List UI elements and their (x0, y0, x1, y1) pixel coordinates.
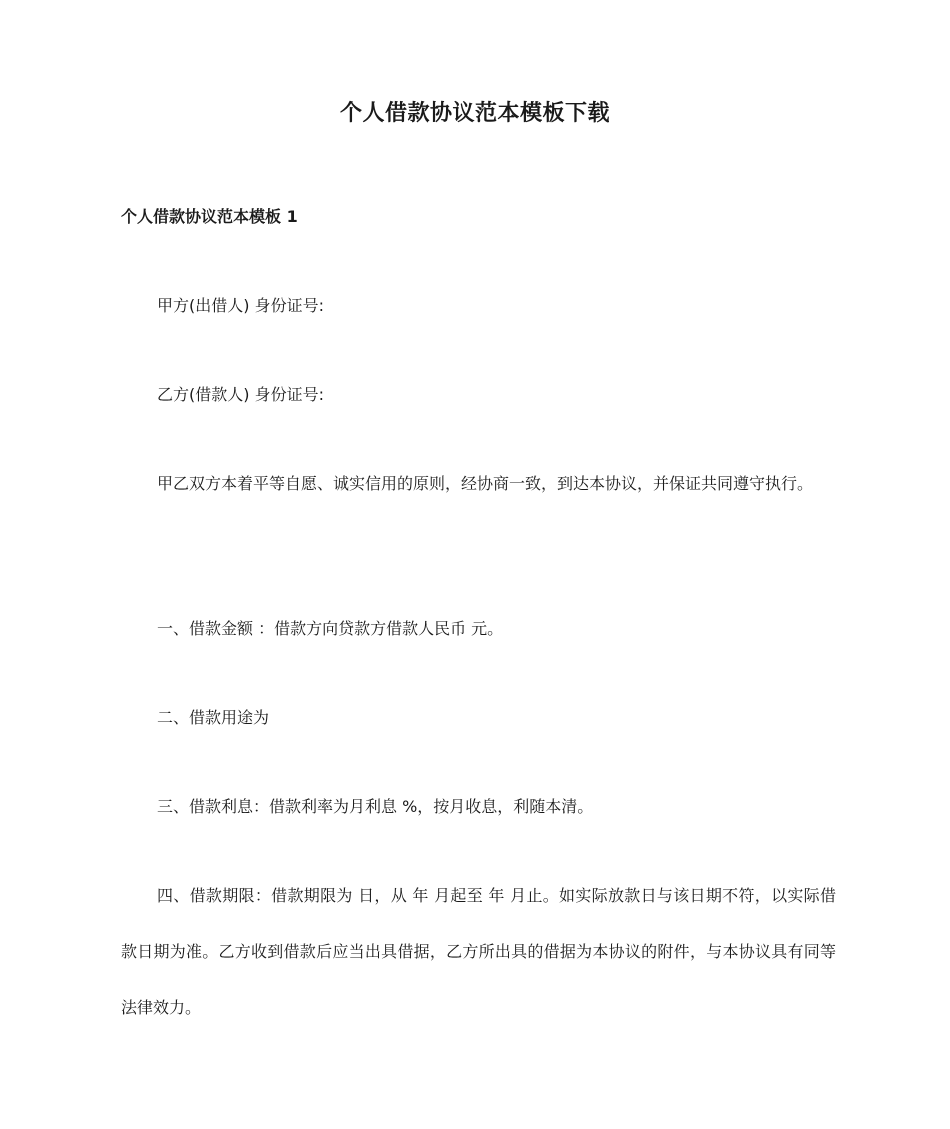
paragraph-agreement-principle: 甲乙双方本着平等自愿、诚实信用的原则，经协商一致，到达本协议，并保证共同遵守执行。 (157, 474, 814, 493)
paragraph-loan-interest: 三、借款利息：借款利率为月利息 %，按月收息，利随本清。 (157, 797, 594, 816)
paragraph-loan-purpose: 二、借款用途为 (157, 708, 270, 727)
document-title: 个人借款协议范本模板下载 (339, 101, 610, 126)
paragraph-lender: 甲方(出借人) 身份证号: (157, 296, 324, 315)
paragraph-loan-amount: 一、借款金额 ：借款方向贷款方借款人民币 元。 (157, 619, 504, 638)
paragraph-loan-term: 四、借款期限：借款期限为 日，从 年 月起至 年 月止。如实际放款日与该日期不符，以实际借款日期为准。乙方收到借款后应当出具借据，乙方所出具的借据为本协议的附件，与本协议具有同等法律效力。 (121, 886, 836, 1017)
section-heading: 个人借款协议范本模板 1 (121, 207, 298, 226)
paragraph-borrower: 乙方(借款人) 身份证号: (157, 385, 324, 404)
